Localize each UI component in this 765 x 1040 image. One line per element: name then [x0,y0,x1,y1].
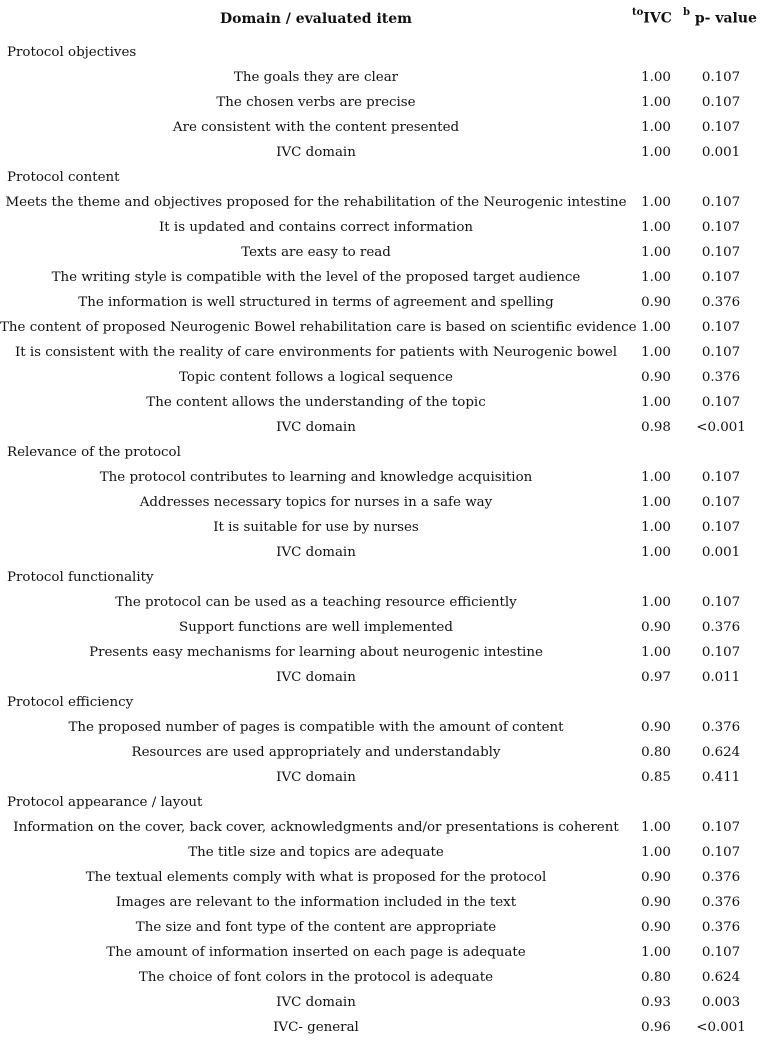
ivc-value: 1.00 [641,945,671,960]
item-label: The size and font type of the content are appropriate [135,920,497,935]
item-label: Are consistent with the content presented [172,120,460,135]
item-label: IVC domain [276,670,356,685]
table-row [0,315,765,340]
item-label: The content allows the understanding of the topic [146,395,486,410]
table-row [0,1015,765,1040]
p-value: <0.001 [696,420,746,435]
p-value: 0.376 [701,920,741,935]
ivc-value: 0.90 [641,920,671,935]
p-value: 0.011 [701,670,741,685]
ivc-value: 0.80 [641,745,671,760]
header-domain-item: Domain / evaluated item [220,11,412,27]
item-label: IVC domain [276,995,356,1010]
p-value: 0.107 [701,595,741,610]
table-row [0,615,765,640]
p-value: 0.107 [701,395,741,410]
ivc-value: 1.00 [641,120,671,135]
p-value: 0.107 [701,345,741,360]
p-value: 0.107 [701,520,741,535]
item-label: The writing style is compatible with the level of the proposed target audience [51,270,581,285]
table-row [0,715,765,740]
ivc-value: 0.90 [641,620,671,635]
ivc-value: 0.98 [641,420,671,435]
header-p-label: p- value [694,10,757,27]
table-row [0,515,765,540]
p-value: 0.107 [701,120,741,135]
table-body [0,40,765,1040]
p-value: 0.376 [701,370,741,385]
item-label: IVC domain [276,545,356,560]
item-label: Addresses necessary topics for nurses in a safe way [139,495,493,510]
item-label: Images are relevant to the information included in the text [115,895,517,910]
p-value: 0.624 [701,970,741,985]
domain-row [0,165,765,190]
item-label: Topic content follows a logical sequence [179,370,453,385]
table-row [0,640,765,665]
p-value: 0.376 [701,870,741,885]
p-value: 0.107 [701,195,741,210]
item-label: The goals they are clear [233,70,399,85]
domain-row [0,565,765,590]
ivc-value: 1.00 [641,495,671,510]
table-row [0,390,765,415]
ivc-value: 0.96 [641,1020,671,1035]
p-value: 0.107 [701,470,741,485]
ivc-value: 1.00 [641,645,671,660]
item-label: IVC domain [276,770,356,785]
p-value: 0.107 [701,845,741,860]
ivc-value: 1.00 [641,520,671,535]
table-row [0,190,765,215]
item-label: The content of proposed Neurogenic Bowel rehabilitation care is based on scientific evidence [0,320,637,335]
ivc-value: 1.00 [641,820,671,835]
header-ivc-label: IVC [643,10,672,27]
domain-row [0,690,765,715]
ivc-value: 1.00 [641,545,671,560]
item-label: The textual elements comply with what is proposed for the protocol [85,870,547,885]
ivc-value: 1.00 [641,220,671,235]
table-row [0,840,765,865]
domain-label: Protocol appearance / layout [7,795,203,810]
ivc-value: 1.00 [641,70,671,85]
p-value: 0.411 [701,770,741,785]
item-label: The chosen verbs are precise [216,95,416,110]
ivc-value: 1.00 [641,395,671,410]
table-row [0,240,765,265]
ivc-value: 1.00 [641,195,671,210]
domain-label: Protocol objectives [7,45,137,60]
item-label: IVC- general [273,1020,359,1035]
table-row [0,890,765,915]
table-row [0,815,765,840]
p-value: 0.376 [701,620,741,635]
p-value: 0.107 [701,495,741,510]
p-value: <0.001 [696,1020,746,1035]
item-label: Resources are used appropriately and understandably [131,745,501,760]
table-row [0,415,765,440]
ivc-value: 1.00 [641,245,671,260]
table-row [0,265,765,290]
p-value: 0.107 [701,245,741,260]
p-value: 0.376 [701,895,741,910]
table-row [0,740,765,765]
domain-row [0,40,765,65]
ivc-value: 0.90 [641,870,671,885]
header-p-value [683,9,757,27]
table-row [0,990,765,1015]
item-label: IVC domain [276,145,356,160]
p-value: 0.003 [701,995,741,1010]
p-value: 0.107 [701,270,741,285]
p-value: 0.107 [701,645,741,660]
item-label: Texts are easy to read [241,245,391,260]
ivc-value: 0.90 [641,895,671,910]
ivc-value: 0.80 [641,970,671,985]
item-label: The information is well structured in terms of agreement and spelling [78,295,554,310]
item-label: Support functions are well implemented [179,620,453,635]
table-row [0,115,765,140]
p-value: 0.001 [701,145,741,160]
p-value: 0.107 [701,320,741,335]
p-value: 0.107 [701,820,741,835]
item-label: Presents easy mechanisms for learning about neurogenic intestine [89,645,543,660]
p-value: 0.107 [701,70,741,85]
table-row [0,340,765,365]
domain-label: Protocol functionality [7,570,154,585]
table-row [0,865,765,890]
table-row [0,140,765,165]
item-label: It is updated and contains correct information [158,220,474,235]
ivc-value: 0.93 [641,995,671,1010]
ivc-value: 1.00 [641,345,671,360]
item-label: It is consistent with the reality of care environments for patients with Neurogenic bowel [14,345,618,360]
item-label: The title size and topics are adequate [188,845,444,860]
item-label: The amount of information inserted on each page is adequate [106,945,526,960]
p-value: 0.107 [701,95,741,110]
p-value: 0.376 [701,720,741,735]
header-ivc-superscript: to [632,7,644,18]
p-value: 0.001 [701,545,741,560]
table-row [0,915,765,940]
item-label: IVC domain [276,420,356,435]
table-row [0,65,765,90]
p-value: 0.624 [701,745,741,760]
item-label: The protocol can be used as a teaching resource efficiently [115,595,517,610]
item-label: The proposed number of pages is compatible with the amount of content [68,720,564,735]
table-row [0,765,765,790]
domain-row [0,790,765,815]
table-row [0,965,765,990]
table-row [0,90,765,115]
item-label: Meets the theme and objectives proposed for the rehabilitation of the Neurogenic intestine [5,195,627,210]
table-row [0,540,765,565]
ivc-value: 1.00 [641,270,671,285]
item-label: It is suitable for use by nurses [213,520,419,535]
table-row [0,465,765,490]
ivc-value: 1.00 [641,95,671,110]
p-value: 0.107 [701,945,741,960]
domain-row [0,440,765,465]
table-row [0,365,765,390]
ivc-value: 0.90 [641,370,671,385]
ivc-value: 0.97 [641,670,671,685]
ivc-value: 0.90 [641,295,671,310]
ivc-value: 1.00 [641,595,671,610]
table-row [0,590,765,615]
table-row [0,665,765,690]
item-label: The choice of font colors in the protocol is adequate [138,970,494,985]
ivc-value: 1.00 [641,320,671,335]
p-value: 0.376 [701,295,741,310]
item-label: Information on the cover, back cover, acknowledgments and/or presentations is coherent [13,820,619,835]
table-row [0,940,765,965]
ivc-value: 1.00 [641,470,671,485]
table-row [0,215,765,240]
p-value: 0.107 [701,220,741,235]
ivc-value: 1.00 [641,145,671,160]
table-header [0,0,765,40]
header-p-superscript: b [683,7,690,18]
header-ivc [632,9,672,27]
ivc-value: 0.85 [641,770,671,785]
item-label: The protocol contributes to learning and knowledge acquisition [99,470,533,485]
ivc-value: 1.00 [641,845,671,860]
domain-label: Protocol content [7,170,120,185]
table-row [0,290,765,315]
domain-label: Protocol efficiency [7,695,134,710]
ivc-value: 0.90 [641,720,671,735]
table-row [0,490,765,515]
domain-label: Relevance of the protocol [7,445,181,460]
